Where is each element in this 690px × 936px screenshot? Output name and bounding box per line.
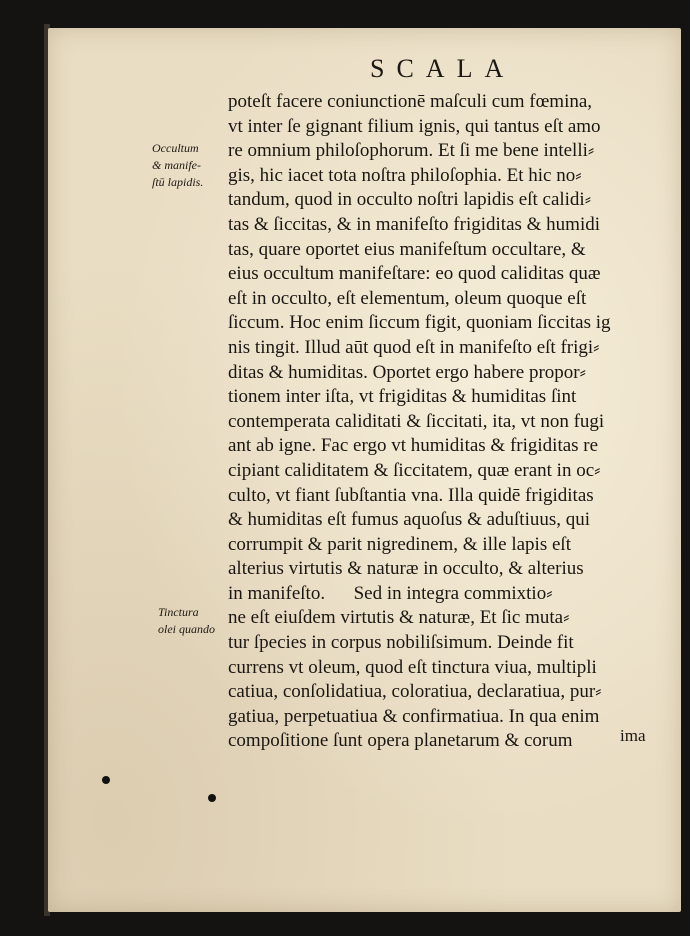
text-line: poteſt facere coniunctionē maſculi cum fœmina, <box>228 91 593 112</box>
text-line: culto, vt fiant ſubſtantia vna. Illa quidē frigiditas <box>228 484 594 506</box>
text-line: cipiant caliditatem & ſiccitatem, quæ erant in oc⸗ <box>228 459 601 481</box>
page-title: SCALA <box>370 54 516 83</box>
body-text <box>228 90 658 754</box>
margin-note-line: & manife- <box>152 158 201 172</box>
text-line: currens vt oleum, quod eſt tinctura viua, multipli <box>228 656 597 678</box>
text-line: tas & ſiccitas, & in manifeſto frigiditas & humidi <box>228 213 601 235</box>
text-line: alterius virtutis & naturæ in occulto, & alterius <box>228 558 584 580</box>
text-line: eſt in occulto, eſt elementum, oleum quoque eſt <box>228 287 587 309</box>
text-line: compoſitione ſunt opera planetarum & corum <box>228 730 573 752</box>
text-line: tur ſpecies in corpus nobiliſsimum. Deinde fit <box>228 632 574 654</box>
margin-note-line: Occultum <box>152 141 199 155</box>
margin-note-line: ſtū lapidis. <box>152 175 204 189</box>
margin-note-line: Tinctura <box>158 605 199 619</box>
ink-dot <box>208 794 216 802</box>
text-line: ne eſt eiuſdem virtutis & naturæ, Et ſic muta⸗ <box>228 607 570 629</box>
text-line: & humiditas eſt fumus aquoſus & aduſtiuus, qui <box>228 509 591 531</box>
margin-note-occultum <box>152 140 230 191</box>
text-line: nis tingit. Illud aūt quod eſt in manifeſto eſt frigi⸗ <box>228 336 600 358</box>
catchword: ima <box>620 726 646 745</box>
text-line: tandum, quod in occulto noſtri lapidis eſt calidi⸗ <box>228 189 592 211</box>
ink-dot <box>102 776 110 784</box>
margin-note-line: olei quando <box>158 622 215 636</box>
text-line: contemperata caliditati & ſiccitati, ita, vt non fugi <box>228 410 605 432</box>
text-line: gis, hic iacet tota noſtra philoſophia. Et hic no⸗ <box>228 164 582 186</box>
text-line: tas, quare oportet eius manifeſtum occultare, & <box>228 238 586 260</box>
text-line: corrumpit & parit nigredinem, & ille lapis eſt <box>228 533 571 555</box>
text-line: eius occultum manifeſtare: eo quod caliditas quæ <box>228 263 601 285</box>
text-line: catiua, conſolidatiua, coloratiua, declaratiua, pur⸗ <box>228 681 602 703</box>
text-line: ditas & humiditas. Oportet ergo habere propor⸗ <box>228 361 586 383</box>
text-line: re omnium philoſophorum. Et ſi me bene intelli⸗ <box>228 140 595 162</box>
text-line: in manifeſto. Sed in integra commixtio⸗ <box>228 582 553 604</box>
margin-note-tinctura <box>158 604 236 638</box>
text-line: gatiua, perpetuatiua & confirmatiua. In qua enim <box>228 705 600 727</box>
text-line: ſiccum. Hoc enim ſiccum figit, quoniam ſiccitas ig <box>228 312 611 334</box>
text-line: ant ab igne. Fac ergo vt humiditas & frigiditas re <box>228 435 599 457</box>
text-line: vt inter ſe gignant filium ignis, qui tantus eſt amo <box>228 115 601 137</box>
text-line: tionem inter iſta, vt frigiditas & humiditas ſint <box>228 386 577 408</box>
